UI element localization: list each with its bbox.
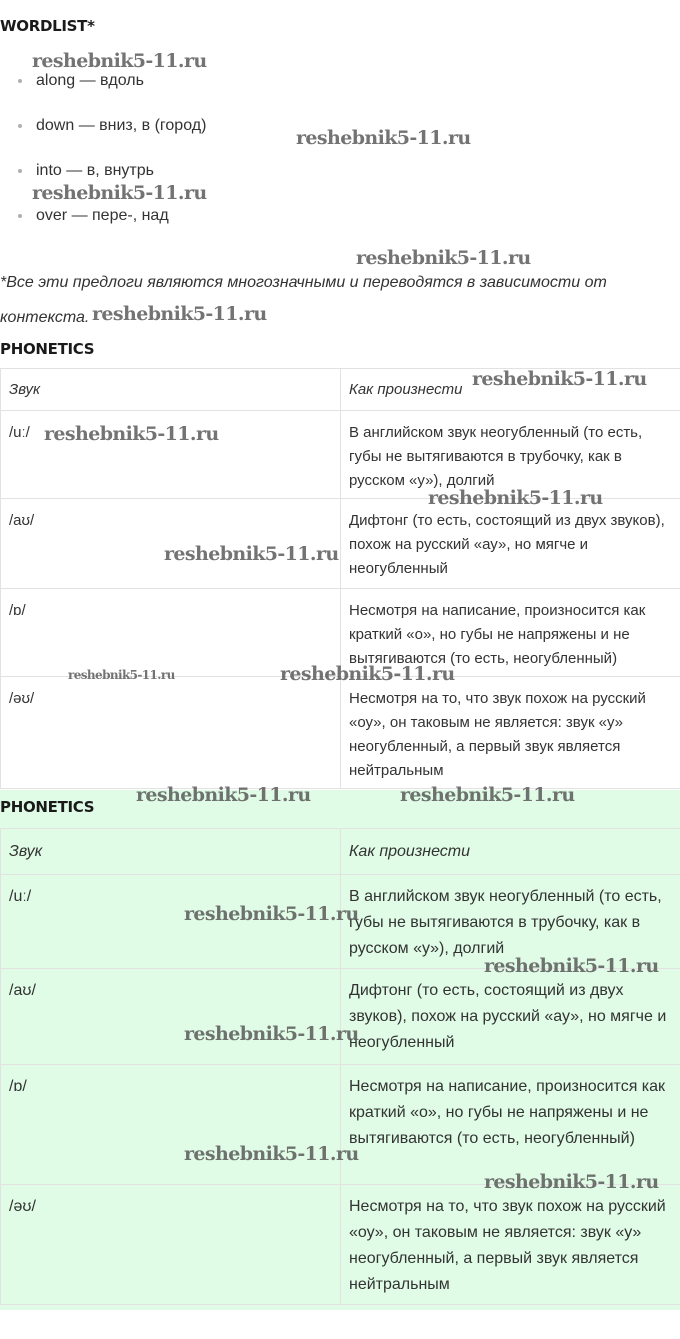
bullet-icon	[18, 169, 22, 173]
description-cell: Несмотря на написание, произносится как краткий «о», но губы не напряжены и не вытягиваются (то есть, неогубленный)	[341, 1065, 680, 1185]
watermark: reshebnik5-11.ru	[184, 1023, 359, 1045]
table-row	[1, 677, 680, 789]
sound-cell: /uː/	[1, 875, 341, 969]
description-cell: Несмотря на то, что звук похож на русский «оу», он таковым не является: звук «у» неогубленный, а первый звук является нейтральным	[341, 1185, 680, 1305]
watermark: reshebnik5-11.ru	[280, 663, 455, 685]
wordlist-note	[0, 265, 680, 335]
bullet-icon	[18, 214, 22, 218]
sound-cell: /aʊ/	[1, 969, 341, 1065]
note-line-1: *Все эти предлоги являются многозначными и переводятся в зависимости от	[0, 274, 607, 291]
table-row	[1, 1065, 680, 1185]
bullet-icon	[18, 79, 22, 83]
watermark: reshebnik5-11.ru	[184, 1143, 359, 1165]
table-row	[1, 1185, 680, 1305]
sound-cell: /uː/	[1, 411, 341, 499]
table-row	[1, 499, 680, 589]
header-sound: Звук	[1, 369, 341, 411]
description-cell: Несмотря на написание, произносится как краткий «о», но губы не напряжены и не вытягиваются (то есть, неогубленный)	[341, 589, 680, 677]
description-cell: Дифтонг (то есть, состоящий из двух звуков), похож на русский «ау», но мягче и неогубленный	[341, 499, 680, 589]
watermark: reshebnik5-11.ru	[184, 903, 359, 925]
list-item-text: down — вниз, в (город)	[36, 117, 207, 134]
watermark: reshebnik5-11.ru	[68, 668, 175, 682]
watermark: reshebnik5-11.ru	[32, 50, 207, 72]
watermark: reshebnik5-11.ru	[164, 543, 339, 565]
list-item-text: over — пере-, над	[36, 207, 169, 224]
table-row	[1, 411, 680, 499]
watermark: reshebnik5-11.ru	[296, 127, 471, 149]
watermark: reshebnik5-11.ru	[32, 182, 207, 204]
bullet-icon	[18, 124, 22, 128]
sound-cell: /ɒ/	[1, 589, 341, 677]
sound-cell: /ɒ/	[1, 1065, 341, 1185]
description-cell: Дифтонг (то есть, состоящий из двух звуков), похож на русский «ау», но мягче и неогубленный	[341, 969, 680, 1065]
phonetics-heading: PHONETICS	[0, 340, 95, 358]
table-header-row	[1, 369, 680, 411]
wordlist-section	[0, 0, 680, 240]
watermark: reshebnik5-11.ru	[428, 487, 603, 509]
watermark: reshebnik5-11.ru	[484, 1171, 659, 1193]
list-item-text: along — вдоль	[36, 72, 144, 89]
header-sound: Звук	[1, 829, 341, 875]
phonetics-table	[0, 828, 680, 1305]
sound-cell: /aʊ/	[1, 499, 341, 589]
watermark: reshebnik5-11.ru	[484, 955, 659, 977]
wordlist-heading: WORDLIST*	[0, 17, 95, 35]
phonetics-table	[0, 368, 680, 789]
watermark: reshebnik5-11.ru	[400, 784, 575, 806]
header-how: Как произнести	[341, 369, 680, 411]
note-line-2: контекста.	[0, 309, 90, 326]
phonetics-heading: PHONETICS	[0, 798, 95, 816]
table-header-row	[1, 829, 680, 875]
list-item-text: into — в, внутрь	[36, 162, 154, 179]
watermark: reshebnik5-11.ru	[44, 423, 219, 445]
description-cell: В английском звук неогубленный (то есть, губы не вытягиваются в трубочку, как в русском «у»), долгий	[341, 875, 680, 969]
watermark: reshebnik5-11.ru	[92, 303, 267, 325]
watermark: reshebnik5-11.ru	[472, 368, 647, 390]
watermark: reshebnik5-11.ru	[136, 784, 311, 806]
table-row	[1, 589, 680, 677]
description-cell: В английском звук неогубленный (то есть, губы не вытягиваются в трубочку, как в русском «у»), долгий	[341, 411, 680, 499]
description-cell: Несмотря на то, что звук похож на русский «оу», он таковым не является: звук «у» неогубленный, а первый звук является нейтральным	[341, 677, 680, 789]
table-row	[1, 969, 680, 1065]
watermark: reshebnik5-11.ru	[356, 247, 531, 269]
header-how: Как произнести	[341, 829, 680, 875]
sound-cell: /əʊ/	[1, 1185, 341, 1305]
sound-cell: /əʊ/	[1, 677, 341, 789]
table-row	[1, 875, 680, 969]
